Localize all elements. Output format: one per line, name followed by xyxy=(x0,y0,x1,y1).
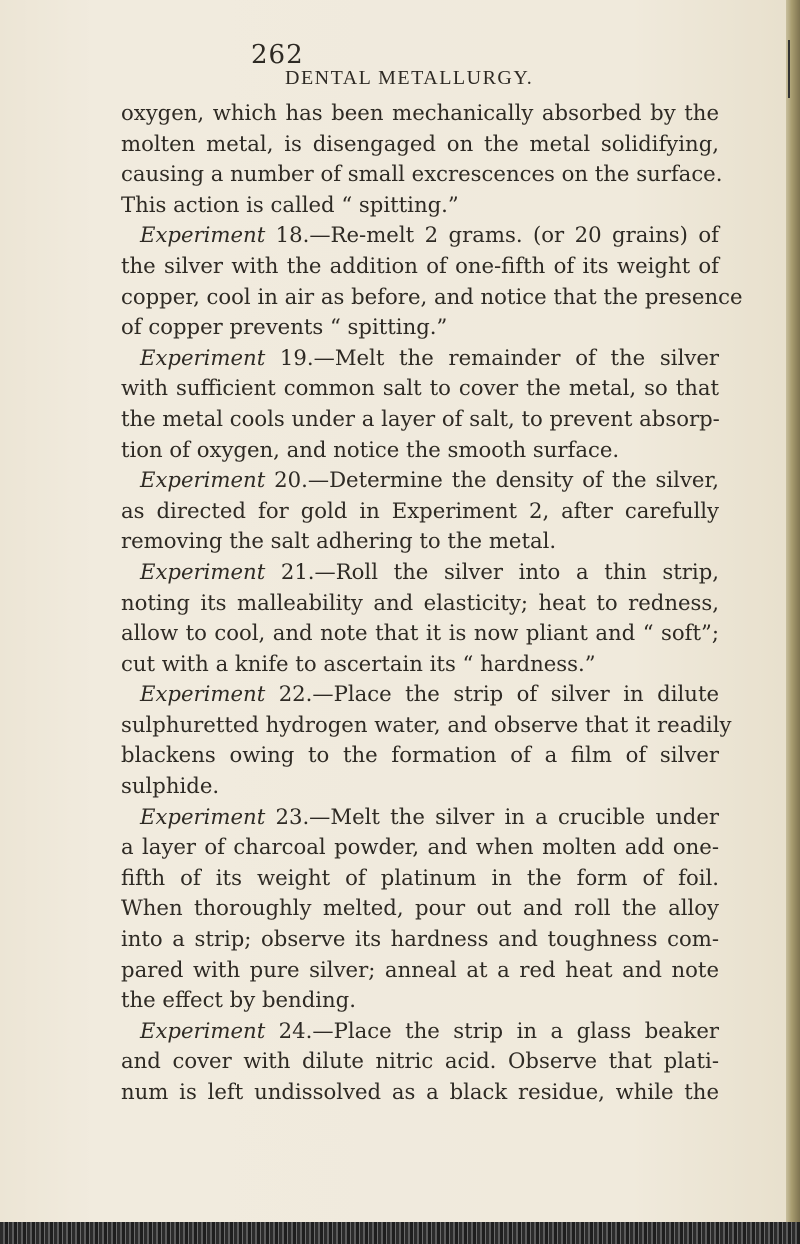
text-line xyxy=(121,802,719,833)
line-text: When thoroughly melted, pour out and roll the alloy xyxy=(121,895,719,921)
text-line xyxy=(121,190,719,221)
text-line xyxy=(121,832,719,863)
text-line xyxy=(121,618,719,649)
text-line xyxy=(121,588,719,619)
line-text: as directed for gold in Experiment 2, after carefully xyxy=(121,497,719,523)
text-line xyxy=(121,740,719,771)
text-line xyxy=(121,771,719,802)
line-text: 19.—Melt the remainder of the silver xyxy=(265,344,719,370)
text-line xyxy=(121,1016,719,1047)
scan-bottom-edge xyxy=(0,1222,800,1244)
text-line xyxy=(121,1077,719,1108)
line-text: cut with a knife to ascertain its “ hardness.” xyxy=(121,650,596,676)
text-line xyxy=(121,496,719,527)
line-text: into a strip; observe its hardness and toughness com- xyxy=(121,926,719,952)
running-head: DENTAL METALLURGY. xyxy=(285,67,534,89)
line-text: sulphuretted hydrogen water, and observe that it readily xyxy=(121,711,732,737)
text-line xyxy=(121,679,719,710)
line-text: the metal cools under a layer of salt, to prevent absorp- xyxy=(121,405,720,431)
line-text: oxygen, which has been mechanically absorbed by the xyxy=(121,100,719,125)
experiment-label: Experiment xyxy=(140,1017,266,1043)
line-text: 20.—Determine the density of the silver, xyxy=(265,467,719,493)
text-line xyxy=(121,282,743,313)
text-line xyxy=(121,129,719,160)
line-text: blackens owing to the formation of a film of silver xyxy=(121,742,719,768)
text-line xyxy=(121,251,719,282)
line-text: allow to cool, and note that it is now pliant and “ soft”; xyxy=(121,620,719,646)
line-text: sulphide. xyxy=(121,773,220,799)
line-text: with sufficient common salt to cover the metal, so that xyxy=(121,375,719,401)
text-line xyxy=(121,404,719,435)
line-text: 21.—Roll the silver into a thin strip, xyxy=(265,558,719,584)
line-text: the effect by bending. xyxy=(121,987,356,1013)
line-text: of copper prevents “ spitting.” xyxy=(121,314,448,340)
experiment-label: Experiment xyxy=(140,558,266,584)
line-text: num is left undissolved as a black residue, while the xyxy=(121,1079,719,1104)
text-line xyxy=(121,557,719,588)
line-text: noting its malleability and elasticity; heat to redness, xyxy=(121,589,719,615)
text-line xyxy=(121,710,732,741)
experiment-label: Experiment xyxy=(140,681,266,707)
experiment-label: Experiment xyxy=(140,344,266,370)
line-text: and cover with dilute nitric acid. Observe that plati- xyxy=(121,1048,719,1074)
page-edge xyxy=(786,0,800,1222)
line-text: This action is called “ spitting.” xyxy=(121,191,459,217)
text-line xyxy=(121,649,719,680)
page-number: 262 xyxy=(251,40,304,70)
text-line xyxy=(121,343,719,374)
text-line xyxy=(121,98,719,129)
line-text: pared with pure silver; anneal at a red heat and note xyxy=(121,956,719,982)
text-line xyxy=(121,435,719,466)
line-text: fifth of its weight of platinum in the form of foil. xyxy=(121,864,719,890)
body-text xyxy=(121,98,743,1108)
experiment-label: Experiment xyxy=(140,803,266,829)
text-line xyxy=(121,526,719,557)
text-line xyxy=(121,159,723,190)
text-line xyxy=(121,1046,719,1077)
line-text: copper, cool in air as before, and notice that the presence xyxy=(121,283,743,309)
line-text: the silver with the addition of one-fifth of its weight of xyxy=(121,252,719,278)
line-text: 22.—Place the strip of silver in dilute xyxy=(265,681,719,707)
line-text: 23.—Melt the silver in a crucible under xyxy=(265,803,719,829)
text-line xyxy=(121,373,719,404)
text-line xyxy=(121,863,719,894)
line-text: 18.—Re-melt 2 grams. (or 20 grains) of xyxy=(265,222,719,248)
experiment-label: Experiment xyxy=(140,222,266,248)
text-line xyxy=(121,465,719,496)
line-text: removing the salt adhering to the metal. xyxy=(121,528,557,554)
line-text: a layer of charcoal powder, and when molten add one- xyxy=(121,834,719,860)
line-text: tion of oxygen, and notice the smooth surface. xyxy=(121,436,620,462)
edge-mark xyxy=(788,40,790,98)
experiment-label: Experiment xyxy=(140,467,266,493)
text-line xyxy=(121,924,719,955)
text-line xyxy=(121,312,719,343)
line-text: molten metal, is disengaged on the metal solidifying, xyxy=(121,130,719,156)
text-line xyxy=(121,955,719,986)
text-line xyxy=(121,893,719,924)
text-line xyxy=(121,985,719,1016)
line-text: causing a number of small excrescences on the surface. xyxy=(121,161,723,187)
line-text: 24.—Place the strip in a glass beaker xyxy=(265,1017,719,1043)
text-line xyxy=(121,220,719,251)
